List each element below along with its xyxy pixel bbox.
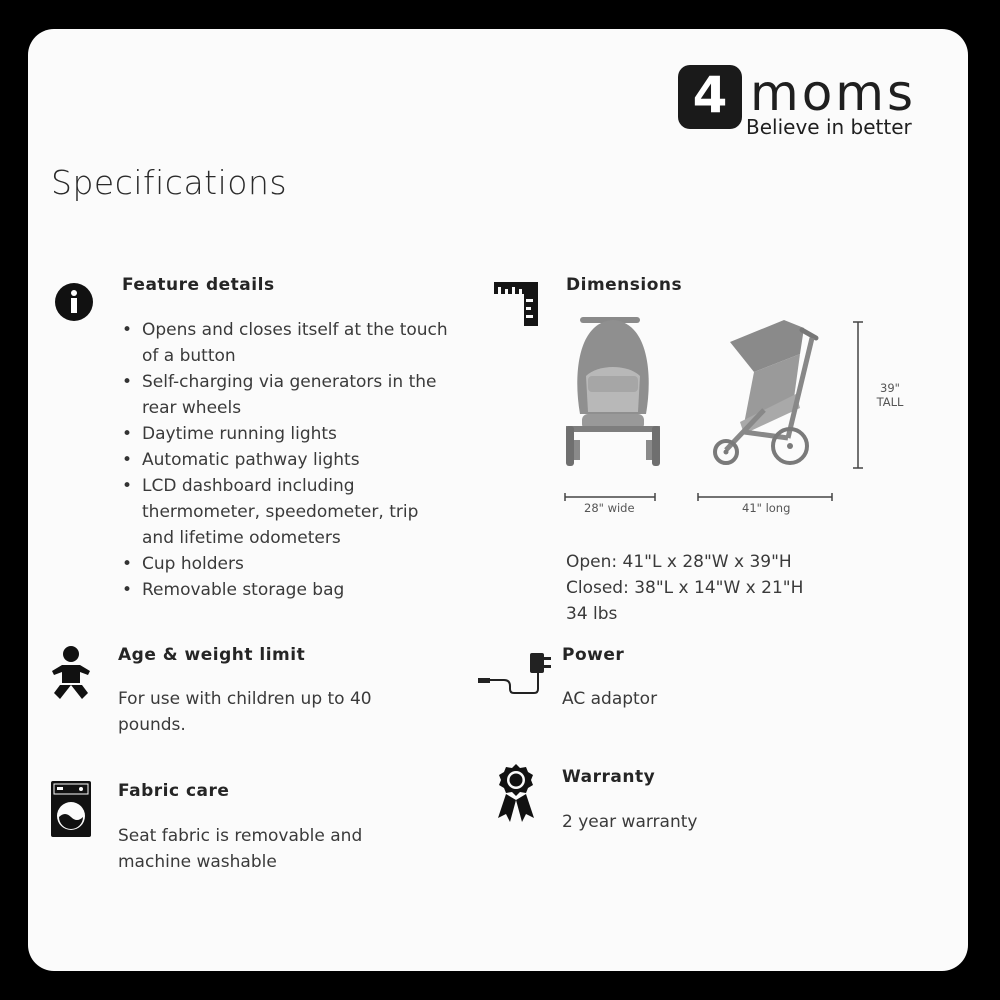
power-title: Power — [562, 645, 625, 665]
list-item: • Automatic pathway lights — [122, 447, 452, 473]
dimensions-specs — [566, 549, 886, 627]
closed-dimensions: Closed: 38"L x 14"W x 21"H — [566, 578, 804, 598]
feature-details-body — [122, 317, 452, 603]
width-label: 28" wide — [584, 501, 635, 515]
spec-card — [28, 29, 968, 971]
list-item: • Self-charging via generators in the rear wheels — [122, 369, 452, 421]
info-icon — [54, 282, 94, 322]
warranty-title: Warranty — [562, 767, 656, 787]
list-item: • Cup holders — [122, 551, 452, 577]
height-dimension-line — [851, 321, 865, 469]
dimensions-title: Dimensions — [566, 275, 683, 295]
award-ribbon-icon — [494, 762, 538, 824]
brand-logo — [678, 65, 928, 145]
open-dimensions: Open: 41"L x 28"W x 39"H — [566, 552, 792, 572]
age-weight-text: For use with children up to 40 pounds. — [118, 689, 372, 735]
baby-icon — [50, 645, 92, 701]
page-title: Specifications — [51, 163, 288, 202]
weight-value: 34 lbs — [566, 604, 618, 624]
brand-tagline: Believe in better — [746, 115, 912, 139]
feature-details-title: Feature details — [122, 275, 275, 295]
list-item: • Daytime running lights — [122, 421, 452, 447]
list-item: • LCD dashboard including thermometer, speedometer, trip and lifetime odometers — [122, 473, 452, 551]
height-label — [870, 381, 910, 409]
fabric-care-title: Fabric care — [118, 781, 230, 801]
ac-adaptor-icon — [478, 649, 554, 695]
washing-machine-icon — [51, 781, 91, 837]
fabric-care-text: Seat fabric is removable and machine washable — [118, 826, 363, 872]
age-weight-title: Age & weight limit — [118, 645, 306, 665]
ruler-icon — [493, 281, 539, 327]
list-item: • Opens and closes itself at the touch of a button — [122, 317, 452, 369]
logo-wordmark: moms — [750, 64, 917, 122]
stroller-front-illustration — [558, 314, 668, 474]
length-label: 41" long — [742, 501, 791, 515]
stroller-side-illustration — [704, 314, 829, 469]
warranty-text: 2 year warranty — [562, 812, 698, 832]
power-text: AC adaptor — [562, 689, 658, 709]
height-unit: TALL — [876, 395, 904, 409]
feature-list — [122, 317, 452, 603]
height-value: 39" — [880, 381, 900, 395]
logo-mark: 4 — [678, 65, 742, 129]
list-item: • Removable storage bag — [122, 577, 452, 603]
